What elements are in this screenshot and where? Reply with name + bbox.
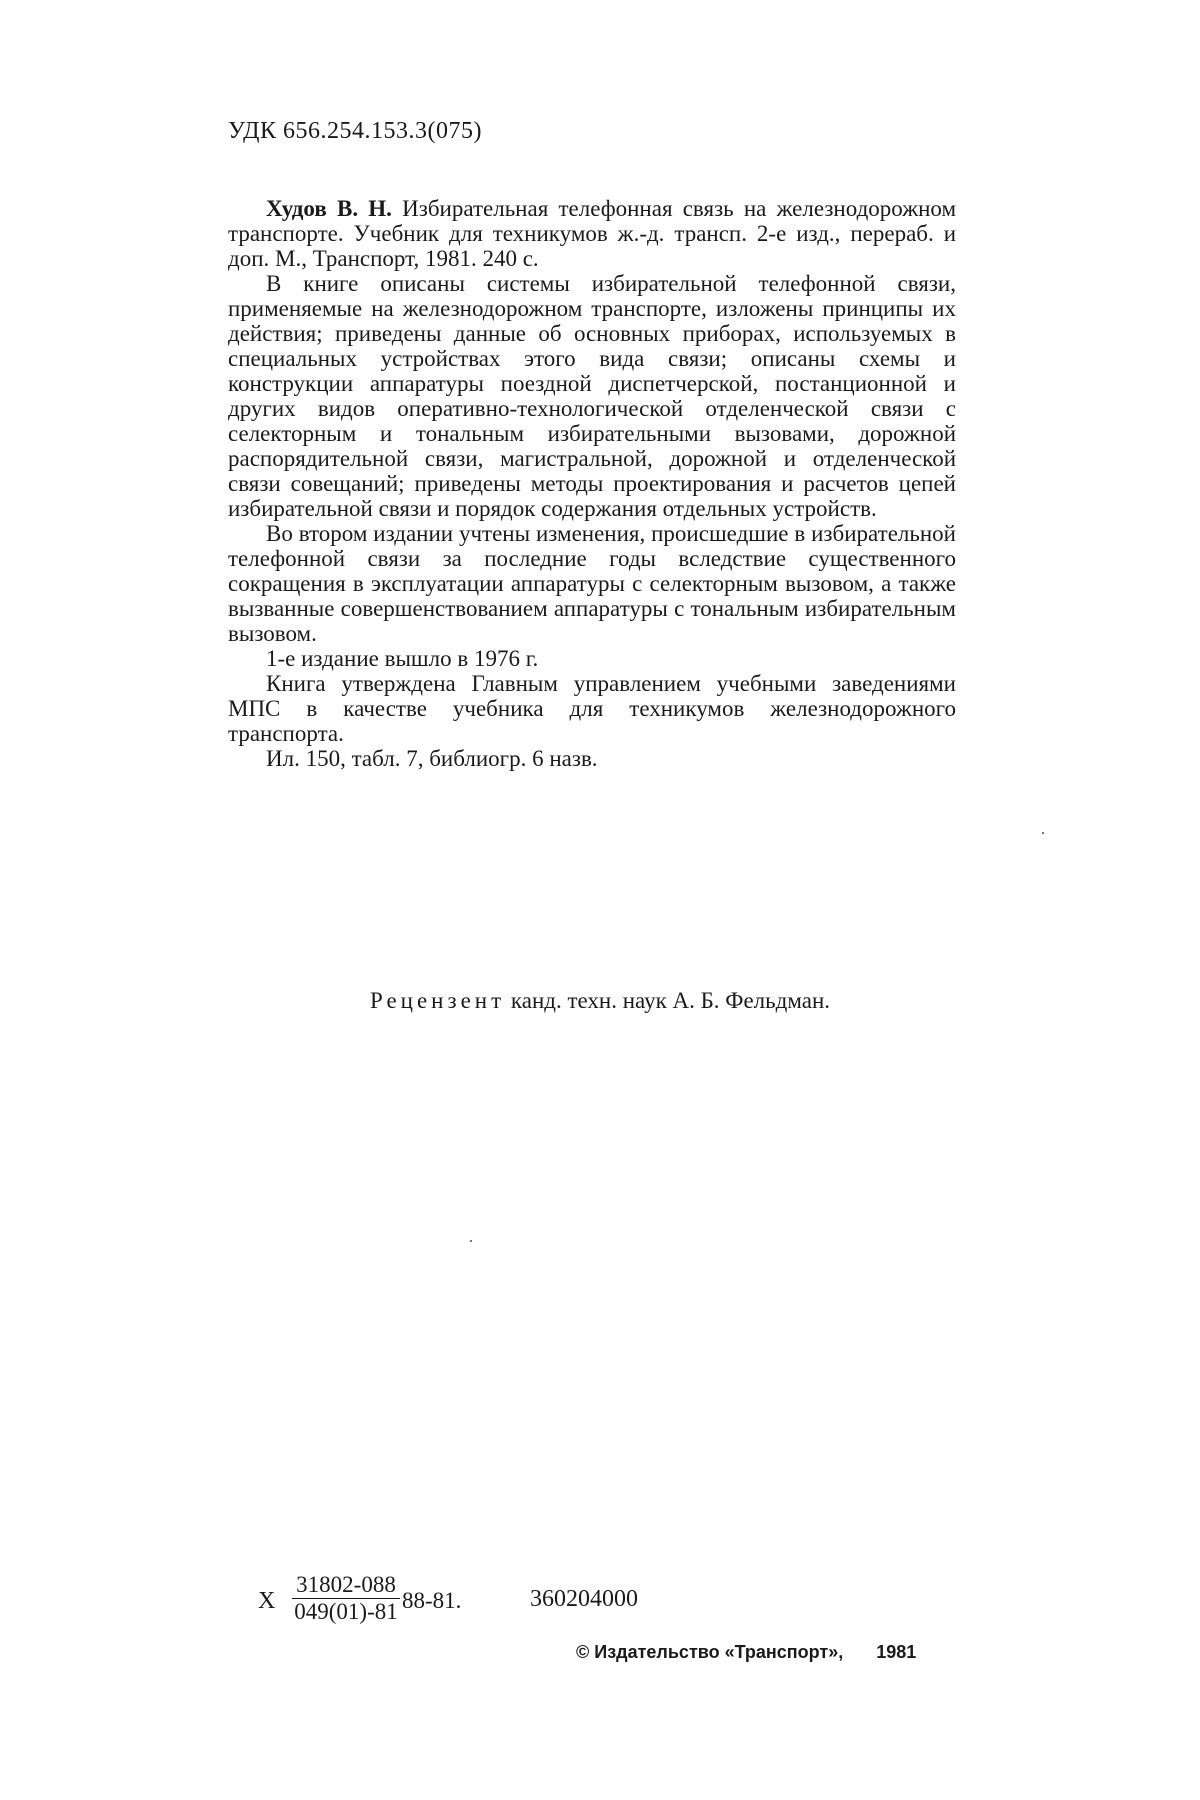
reviewer-line (200, 988, 1000, 1014)
index-letter: Х (258, 1588, 276, 1614)
copyright-year: 1981 (876, 1642, 917, 1662)
copyright-icon: © (576, 1642, 590, 1662)
illustration-count: Ил. 150, табл. 7, библиогр. 6 назв. (266, 746, 598, 771)
reference-text: Избирательная телефонная связь на железнодорожном транспорте. Учебник для техникумов ж.-д. трансп. 2-е изд., перераб. и доп. М., Транспорт, 1981. 240 с. (228, 196, 957, 271)
approval-note: Книга утверждена Главным управлением учебными заведениями МПС в качестве учебника для техникумов железнодорожного транспорта. (228, 671, 956, 746)
index-numerator: 31802-088 (292, 1572, 400, 1599)
index-suffix: 88-81. (402, 1588, 462, 1613)
udk-code: УДК 656.254.153.3(075) (228, 118, 482, 144)
index-code: 360204000 (530, 1586, 638, 1612)
reviewer-text: канд. техн. наук А. Б. Фельдман. (510, 988, 831, 1013)
abstract-paragraph: В книге описаны системы избирательной телефонной связи, применяемые на железнодорожном транспорте, изложены принципы их действия; приведены данные об основных приборах, используемых в специальных устройствах этого вида связи; описаны схемы и конструкции аппаратуры поездной диспетчерской, постанционной и других видов оперативно-технологической отделенческой связи с селекторным и тональным избирательными вызовами, дорожной распорядительной связи, магистральной, дорожной и отделенческой связи совещаний; приведены методы проектирования и расчетов цепей избирательной связи и порядок содержания отдельных устройств. (228, 271, 956, 521)
publisher-name: Издательство «Транспорт», (594, 1642, 844, 1662)
bibliographic-reference (228, 196, 956, 271)
print-speck (470, 1240, 472, 1242)
index-fraction (292, 1572, 400, 1625)
bibliographic-abstract (228, 196, 956, 771)
abstract-paragraph: Во втором издании учтены изменения, происшедшие в избирательной телефонной связи за последние годы вследствие существенного сокращения в эксплуатации аппаратуры с селекторным вызовом, а также вызванные совершенствованием аппаратуры с тональным избирательным вызовом. (228, 521, 956, 646)
author-name: Худов В. Н. (266, 196, 392, 221)
index-denominator: 049(01)-81 (294, 1599, 398, 1624)
edition-note: 1-е издание вышло в 1976 г. (266, 646, 539, 671)
print-speck (1042, 832, 1044, 834)
reviewer-label: Рецензент (369, 988, 506, 1013)
copyright-line (576, 1642, 916, 1663)
